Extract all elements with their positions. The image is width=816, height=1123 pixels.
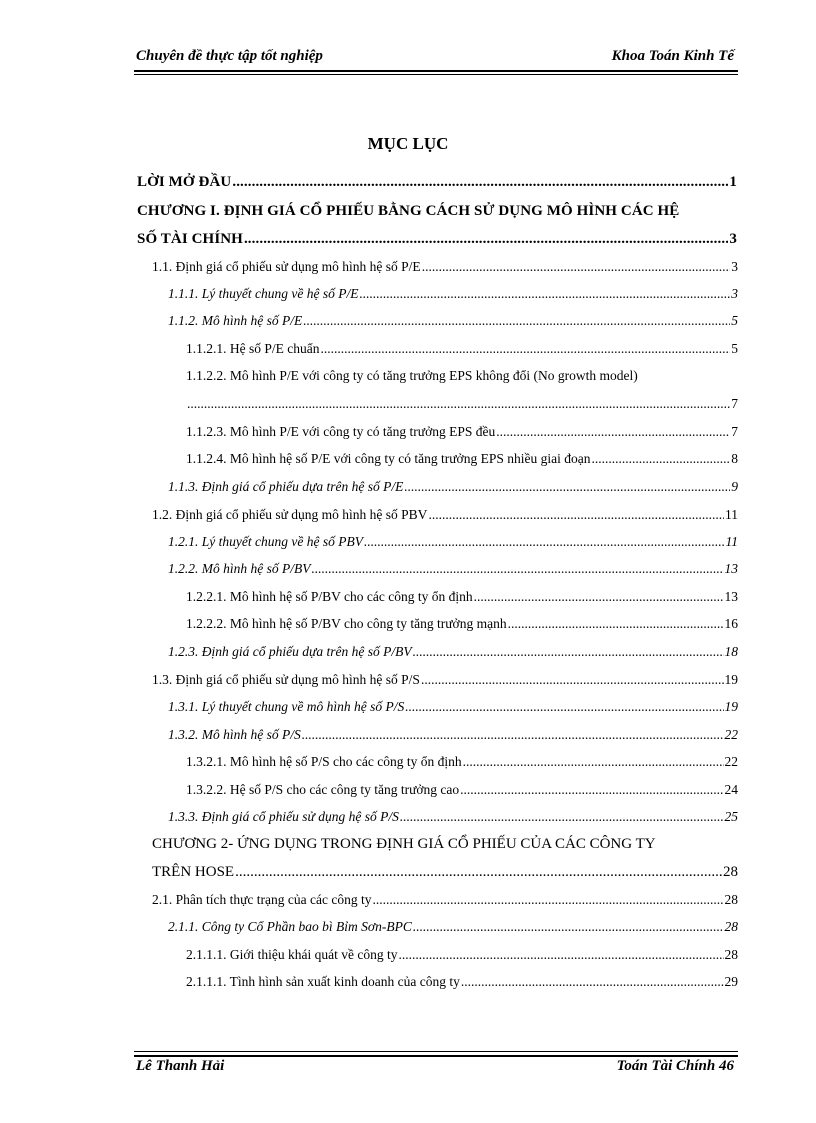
toc-entry-page: 7 xyxy=(731,396,738,411)
toc-entry-page: 11 xyxy=(725,507,738,522)
toc-entry-page: 1 xyxy=(729,174,737,190)
toc-entry-page: 28 xyxy=(723,864,738,880)
toc-entry-chuong2-line1[interactable]: CHƯƠNG 2- ỨNG DỤNG TRONG ĐỊNH GIÁ CỔ PHIẾU CỦA CÁC CÔNG TY xyxy=(152,836,656,852)
toc-entry-label: LỜI MỞ ĐẦU xyxy=(137,174,232,190)
footer-rule-thick xyxy=(134,1055,738,1057)
toc-entry-1-2[interactable] xyxy=(152,507,738,523)
toc-entry-page: 3 xyxy=(731,286,738,301)
toc-entry-label: 2.1.1.1. Giới thiệu khái quát về công ty xyxy=(186,947,398,962)
toc-entry-1-1-1[interactable] xyxy=(168,286,738,302)
toc-entry-1-1-2-2-line1[interactable]: 1.1.2.2. Mô hình P/E với công ty có tăng trưởng EPS không đổi (No growth model) xyxy=(186,368,638,383)
toc-entry-2-1-1-1b[interactable] xyxy=(186,974,738,990)
toc-entry-page: 9 xyxy=(731,479,738,494)
header-left-text: Chuyên đề thực tập tốt nghiệp xyxy=(136,48,323,64)
toc-entry-1-3[interactable] xyxy=(152,672,738,688)
footer-left-text: Lê Thanh Hải xyxy=(136,1058,225,1074)
toc-entry-label: 1.3.1. Lý thuyết chung về mô hình hệ số P/S xyxy=(168,699,405,714)
toc-entry-label: SỐ TÀI CHÍNH xyxy=(137,231,243,247)
toc-entry-2-1-1[interactable] xyxy=(168,919,738,935)
toc-entry-label: 1.1. Định giá cổ phiếu sử dụng mô hình hệ số P/E xyxy=(152,259,421,274)
toc-entry-page: 5 xyxy=(731,313,738,328)
toc-entry-1-3-3[interactable] xyxy=(168,809,738,825)
footer-rule-thin xyxy=(134,1051,738,1052)
toc-entry-1-2-3[interactable] xyxy=(168,644,738,660)
toc-entry-page: 18 xyxy=(724,644,738,659)
toc-entry-label: 1.1.1. Lý thuyết chung về hệ số P/E xyxy=(168,286,359,301)
toc-entry-2-1-1-1[interactable] xyxy=(186,947,738,963)
toc-entry-label: 1.1.2. Mô hình hệ số P/E xyxy=(168,313,303,328)
toc-entry-1-1-2[interactable] xyxy=(168,313,738,329)
toc-entry-label: 1.2.3. Định giá cổ phiếu dựa trên hệ số P/BV xyxy=(168,644,412,659)
toc-entry-page: 24 xyxy=(724,782,738,797)
toc-entry-label: 1.3. Định giá cổ phiếu sử dụng mô hình hệ số P/S xyxy=(152,672,420,687)
toc-entry-label: 1.1.2.4. Mô hình hệ số P/E với công ty có tăng trưởng EPS nhiều giai đoạn xyxy=(186,451,591,466)
toc-entry-page: 3 xyxy=(731,259,738,274)
toc-entry-label: 1.3.2.1. Mô hình hệ số P/S cho các công ty ổn định xyxy=(186,754,462,769)
toc-entry-page: 28 xyxy=(724,919,738,934)
toc-entry-page: 13 xyxy=(724,589,738,604)
header-rule-thin xyxy=(134,74,738,75)
header-rule-thick xyxy=(134,70,738,72)
toc-entry-page: 19 xyxy=(724,672,738,687)
toc-entry-label: 1.3.3. Định giá cổ phiếu sử dụng hệ số P/S xyxy=(168,809,399,824)
toc-entry-page: 13 xyxy=(724,561,738,576)
page-footer xyxy=(134,1058,736,1080)
toc-entry-label: 1.2.2. Mô hình hệ số P/BV xyxy=(168,561,311,576)
toc-entry-1-1-2-1[interactable] xyxy=(186,341,738,357)
toc-entry-chuong1-line1[interactable]: CHƯƠNG I. ĐỊNH GIÁ CỔ PHIẾU BẰNG CÁCH SỬ DỤNG MÔ HÌNH CÁC HỆ xyxy=(137,203,680,219)
toc-entry-label: 1.3.2. Mô hình hệ số P/S xyxy=(168,727,301,742)
toc-entry-label: 1.1.2.1. Hệ số P/E chuẩn xyxy=(186,341,320,356)
toc-entry-1-2-2[interactable] xyxy=(168,561,738,577)
toc-entry-page: 25 xyxy=(724,809,738,824)
toc-entry-1-1-2-4[interactable] xyxy=(186,451,738,467)
toc-entry-label: 2.1.1. Công ty Cổ Phần bao bì Bỉm Sơn-BPC xyxy=(168,919,412,934)
page-header xyxy=(134,48,736,70)
toc-entry-page: 11 xyxy=(725,534,738,549)
toc-entry-1-2-2-1[interactable] xyxy=(186,589,738,605)
toc-entry-loi-mo-dau[interactable] xyxy=(137,174,737,191)
toc-entry-page: 5 xyxy=(731,341,738,356)
toc-entry-label: 1.1.2.3. Mô hình P/E với công ty có tăng trưởng EPS đều xyxy=(186,424,496,439)
toc-entry-1-3-1[interactable] xyxy=(168,699,738,715)
toc-entry-label: 1.2.2.2. Mô hình hệ số P/BV cho công ty tăng trưởng mạnh xyxy=(186,616,507,631)
toc-entry-page: 19 xyxy=(724,699,738,714)
page-title: MỤC LỤC xyxy=(367,134,449,153)
toc-entry-label: 1.2.1. Lý thuyết chung về hệ số PBV xyxy=(168,534,363,549)
toc-entry-page: 22 xyxy=(724,727,738,742)
toc-entry-1-1-2-2[interactable] xyxy=(186,396,738,412)
toc-entry-page: 7 xyxy=(731,424,738,439)
toc-entry-label: 1.2. Định giá cổ phiếu sử dụng mô hình hệ số PBV xyxy=(152,507,428,522)
toc-entry-page: 28 xyxy=(724,892,738,907)
toc-entry-1-1-2-3[interactable] xyxy=(186,424,738,440)
toc-entry-1-3-2-2[interactable] xyxy=(186,782,738,798)
toc-entry-page: 22 xyxy=(724,754,738,769)
toc-entry-chuong1[interactable] xyxy=(137,231,737,248)
toc-entry-1-2-2-2[interactable] xyxy=(186,616,738,632)
toc-entry-1-1-3[interactable] xyxy=(168,479,738,495)
toc-entry-page: 28 xyxy=(724,947,738,962)
toc-entry-1-3-2-1[interactable] xyxy=(186,754,738,770)
toc-entry-1-2-1[interactable] xyxy=(168,534,738,550)
toc-entry-page: 3 xyxy=(729,231,737,247)
footer-right-text: Toán Tài Chính 46 xyxy=(616,1058,734,1074)
toc-entry-page: 29 xyxy=(724,974,738,989)
toc-entry-page: 8 xyxy=(731,451,738,466)
toc-entry-label: 2.1. Phân tích thực trạng của các công ty xyxy=(152,892,372,907)
toc-entry-label: 1.1.3. Định giá cổ phiếu dựa trên hệ số P/E xyxy=(168,479,404,494)
toc-entry-label: 1.3.2.2. Hệ số P/S cho các công ty tăng trưởng cao xyxy=(186,782,460,797)
toc-entry-label: 1.2.2.1. Mô hình hệ số P/BV cho các công ty ổn định xyxy=(186,589,473,604)
header-right-text: Khoa Toán Kinh Tế xyxy=(611,48,734,64)
toc-entry-label: 2.1.1.1. Tình hình sản xuất kinh doanh của công ty xyxy=(186,974,460,989)
toc-entry-1-1[interactable] xyxy=(152,259,738,275)
toc-entry-label: TRÊN HOSE xyxy=(152,864,235,880)
toc-entry-2-1[interactable] xyxy=(152,892,738,908)
toc-entry-chuong2[interactable] xyxy=(152,864,738,881)
toc-entry-page: 16 xyxy=(724,616,738,631)
toc-entry-1-3-2[interactable] xyxy=(168,727,738,743)
